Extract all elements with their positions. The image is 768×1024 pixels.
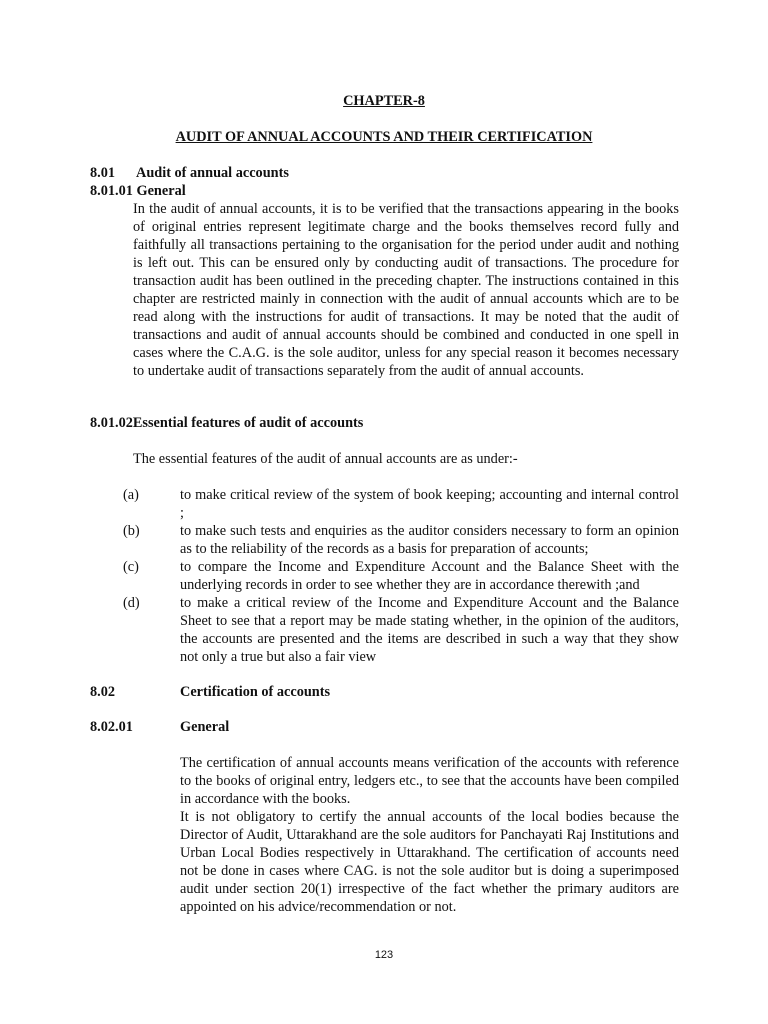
list-item-label: (b): [123, 523, 140, 539]
section-8-01-number: 8.01: [90, 165, 116, 181]
chapter-title: CHAPTER-8: [343, 93, 425, 109]
page-number: 123: [374, 949, 394, 961]
section-8-01-title: Audit of annual accounts: [136, 165, 289, 181]
section-8-02-01-title: General: [180, 719, 230, 735]
list-item-text: to compare the Income and Expenditure Account and the Balance Sheet with the underlying records in order to see whether they are in accordance therewith ;and: [180, 559, 679, 593]
section-8-01-02-intro: The essential features of the audit of annual accounts are as under:-: [133, 451, 518, 467]
section-8-02-title: Certification of accounts: [180, 684, 331, 700]
list-item-text: to make critical review of the system of book keeping; accounting and internal control ;: [180, 487, 679, 521]
section-8-02-01-number: 8.02.01: [90, 719, 133, 735]
list-item-text: to make such tests and enquiries as the auditor considers necessary to form an opinion as to the reliability of the records as a basis for preparation of accounts;: [180, 523, 679, 557]
section-8-01-02-heading: 8.01.02Essential features of audit of accounts: [90, 415, 364, 431]
list-item-label: (a): [123, 487, 139, 503]
section-8-01-01-heading: 8.01.01 General: [90, 183, 186, 199]
list-item-label: (d): [123, 595, 140, 611]
list-item-text: to make a critical review of the Income and Expenditure Account and the Balance Sheet to see that a report may be made stating whether, in the opinion of the auditors, the accounts are presented and the items are described in such a way that they show not only a true but also a fair view: [180, 595, 679, 665]
list-item-label: (c): [123, 559, 139, 575]
section-8-02-01-para-1: The certification of annual accounts means verification of the accounts with reference to the books of original entry, ledgers etc., to see that the accounts have been compiled in accordance with the books.: [180, 755, 679, 807]
section-8-02-number: 8.02: [90, 684, 116, 700]
section-8-02-01-para-2: It is not obligatory to certify the annual accounts of the local bodies because the Director of Audit, Uttarakhand are the sole auditors for Panchayati Raj Institutions and Urban Local Bodies respectively in Uttarakhand. The certification of accounts need not be done in cases where CAG. is not the sole auditor but is doing a superimposed audit under section 20(1) irrespective of the fact whether the primary auditors are appointed on his advice/recommendation or not.: [180, 809, 679, 915]
main-title: AUDIT OF ANNUAL ACCOUNTS AND THEIR CERTIFICATION: [175, 129, 593, 145]
section-8-01-01-body: In the audit of annual accounts, it is to be verified that the transactions appearing in the books of original entries represent legitimate charge and the books themselves record fully and faithfully all transactions pertaining to the organisation for the period under audit and nothing is left out. This can be ensured only by conducting audit of transactions. The procedure for transaction audit has been outlined in the preceding chapter. The instructions contained in this chapter are restricted mainly in connection with the audit of annual accounts which are to be read along with the instructions for audit of transactions. It may be noted that the audit of transactions and audit of annual accounts should be combined and conducted in one spell in cases where the C.A.G. is the sole auditor, unless for any special reason it becomes necessary to undertake audit of transactions separately from the audit of annual accounts.: [133, 201, 679, 379]
